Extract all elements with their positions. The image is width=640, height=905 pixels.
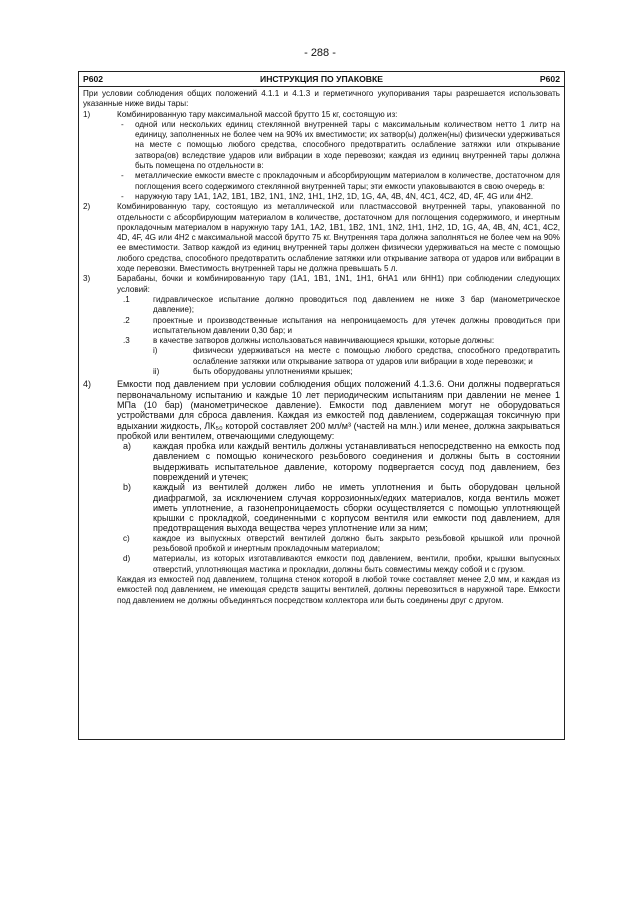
subsub-text: быть оборудованы уплотнениями крышек; (193, 367, 353, 377)
sub-number: a) (123, 441, 132, 452)
sub-number: c) (123, 533, 130, 543)
sub-number: .2 (123, 315, 130, 325)
code-left: P602 (83, 74, 104, 84)
item-3-sub-3 (117, 336, 560, 346)
code-right: P602 (539, 74, 560, 84)
sub-number: .3 (123, 336, 130, 346)
page-number: - 288 - (304, 47, 336, 59)
item-1-dash-3 (83, 192, 560, 202)
sub-text: в качестве затворов должны использоваться навинчивающиеся крышки, которые должны: (153, 336, 495, 346)
intro-paragraph: При условии соблюдения общих положений 4.1.1 и 4.1.3 и герметичного укупоривания тары разрешается использовать указанные ниже виды тары: (83, 89, 560, 109)
dash-text: металлические емкости вместе с прокладочным и абсорбирующим материалом в количестве, достаточном для поглощения всего содержимого стеклянной внутренней тары; эти емкости упаковываются в свою очередь в: (135, 171, 560, 191)
packing-instruction-box (78, 71, 565, 740)
item-3 (83, 274, 560, 295)
dash-marker: - (121, 119, 124, 129)
instruction-header (79, 72, 564, 87)
sub-number: d) (123, 554, 131, 564)
sub-text: гидравлическое испытание должно проводиться под давлением не ниже 3 бар (манометрическое давление); (153, 294, 560, 315)
item-4-sub-b (117, 482, 560, 533)
subsub-text: физически удерживаться на месте с помощью любого средства, способного предотвратить ослабление затяжки или открывание затвора от ударов или вибрации в ходе перевозки; и (193, 346, 560, 366)
dash-text: наружную тару 1A1, 1A2, 1B1, 1B2, 1N1, 1N2, 1H1, 1H2, 1D, 1G, 4A, 4B, 4N, 4C1, 4C2, 4D, 4F, 4G или 4H2. (135, 191, 534, 201)
dash-marker: - (121, 171, 124, 181)
item-number: 2) (83, 202, 91, 212)
item-text: Комбинированную тару, состоящую из металлической или пластмассовой внутренней тары, упакованной по отдельности с абсорбирующим материалом в количестве, достаточном для поглощения содержимого, и инертным прокладочным материалом в наружную тару 1A1, 1A2, 1B1, 1B2, 1N1, 1N2, 1H1, 1H2, 1D, 1G, 4A, 4B, 4N, 4C1, 4C2, 4D, 4F, 4G или 4H2 с максимальной массой брутто 75 кг. Внутренняя тара должна заполняться не более чем на 90% ее вместимости. Затвор каждой из единиц внутренней тары должен физически удерживаться на месте с помощью любого средства, способного предотвратить ослабление затяжки или открывание затвора от ударов или вибрации в ходе перевозки. Вместимость внутренней тары не должна превышать 5 л. (117, 202, 560, 274)
item-4 (83, 379, 560, 441)
sub-text: каждая пробка или каждый вентиль должны устанавливаться непосредственно на емкость под давлением с помощью конического резьбового соединения и должны быть в состоянии выдерживать испытательное давление, которому подвергается сосуд под давлением, без повреждений и утечек; (153, 441, 560, 482)
item-3-sub-1 (117, 295, 560, 316)
instruction-title: ИНСТРУКЦИЯ ПО УПАКОВКЕ (260, 74, 383, 84)
instruction-body (79, 87, 564, 606)
sub-text: каждое из выпускных отверстий вентилей должно быть закрыто резьбовой крышкой или прочной резьбовой пробкой и инертным прокладочным материалом; (153, 533, 560, 554)
item-4-closing: Каждая из емкостей под давлением, толщина стенок которой в любой точке составляет менее 2,0 мм, и каждая из емкостей под давлением, не имеющая средств защиты вентилей, должны перевозиться в наружной таре. Емкости под давлением не должны объединяться посредством коллектора или быть соединены друг с другом. (117, 574, 560, 605)
item-text: Емкости под давлением при условии соблюдения общих положений 4.1.3.6. Они должны подвергаться первоначальному испытанию и каждые 10 лет периодическим испытаниям при давлении не менее 1 МПа (10 бар) (манометрическое давление). Емкости под давлением могут не оборудоваться устройствами для сброса давления. Каждая из емкостей под давлением, содержащая токсичную при вдыхании жидкость, ЛК₅₀ которой составляет 200 мл/м³ (частей на млн.) или менее, должна закрываться пробкой или вентилем, отвечающими следующему: (117, 379, 560, 441)
item-number: 3) (83, 274, 91, 284)
item-text: Барабаны, бочки и комбинированную тару (1A1, 1B1, 1N1, 1H1, 6HA1 или 6HH1) при соблюдении следующих условий: (117, 274, 560, 294)
sub-number: .1 (123, 294, 130, 304)
subsub-number: i) (153, 346, 158, 356)
item-2 (83, 202, 560, 274)
item-1 (83, 110, 560, 120)
item-number: 1) (83, 109, 91, 119)
item-number: 4) (83, 379, 92, 390)
sub-text: каждый из вентилей должен либо не иметь уплотнения и быть оборудован цельной диафрагмой, за исключением случая коррозионных/едких материалов, когда вентиль может иметь уплотнение, а газонепроницаемость сборки осуществляется с помощью уплотняющей крышки с прокладкой, соединенными с корпусом вентиля или емкости под давлением, для предотвращения выхода вещества через уплотнение или за ним; (153, 482, 560, 534)
item-3-sub-2 (117, 316, 560, 337)
item-4-sub-c (117, 534, 560, 555)
item-4-sub-a (117, 441, 560, 482)
sub-number: b) (123, 482, 132, 493)
item-3-subsub-1 (117, 346, 560, 367)
subsub-number: ii) (153, 367, 160, 377)
dash-text: одной или нескольких единиц стеклянной внутренней тары с максимальным количеством нетто 1 литр на единицу, заполненных не более чем на 90% их вместимости; их затвор(ы) должен(ны) физически удерживаться на месте с помощью любого средства, способного предотвратить ослабление затяжки или открывание затвора(ов) вследствие ударов или вибрации в ходе перевозки; каждая из единиц внутренней тары должна быть помещена по отдельности в: (135, 119, 560, 171)
item-1-dash-2 (83, 171, 560, 192)
item-text: Комбинированную тару максимальной массой брутто 15 кг, состоящую из: (117, 109, 398, 119)
dash-marker: - (121, 191, 124, 201)
item-1-dash-1 (83, 120, 560, 171)
item-3-subsub-2 (117, 367, 560, 377)
sub-text: материалы, из которых изготавливаются емкости под давлением, вентили, пробки, крышки выпускных отверстий, уплотняющая мастика и прокладки, должны быть совместимы между собой и с грузом. (153, 554, 560, 574)
item-4-sub-d (117, 554, 560, 575)
sub-text: проектные и производственные испытания на непроницаемость для утечек должны проводиться при испытательном давлении 0,30 бар; и (153, 315, 560, 335)
